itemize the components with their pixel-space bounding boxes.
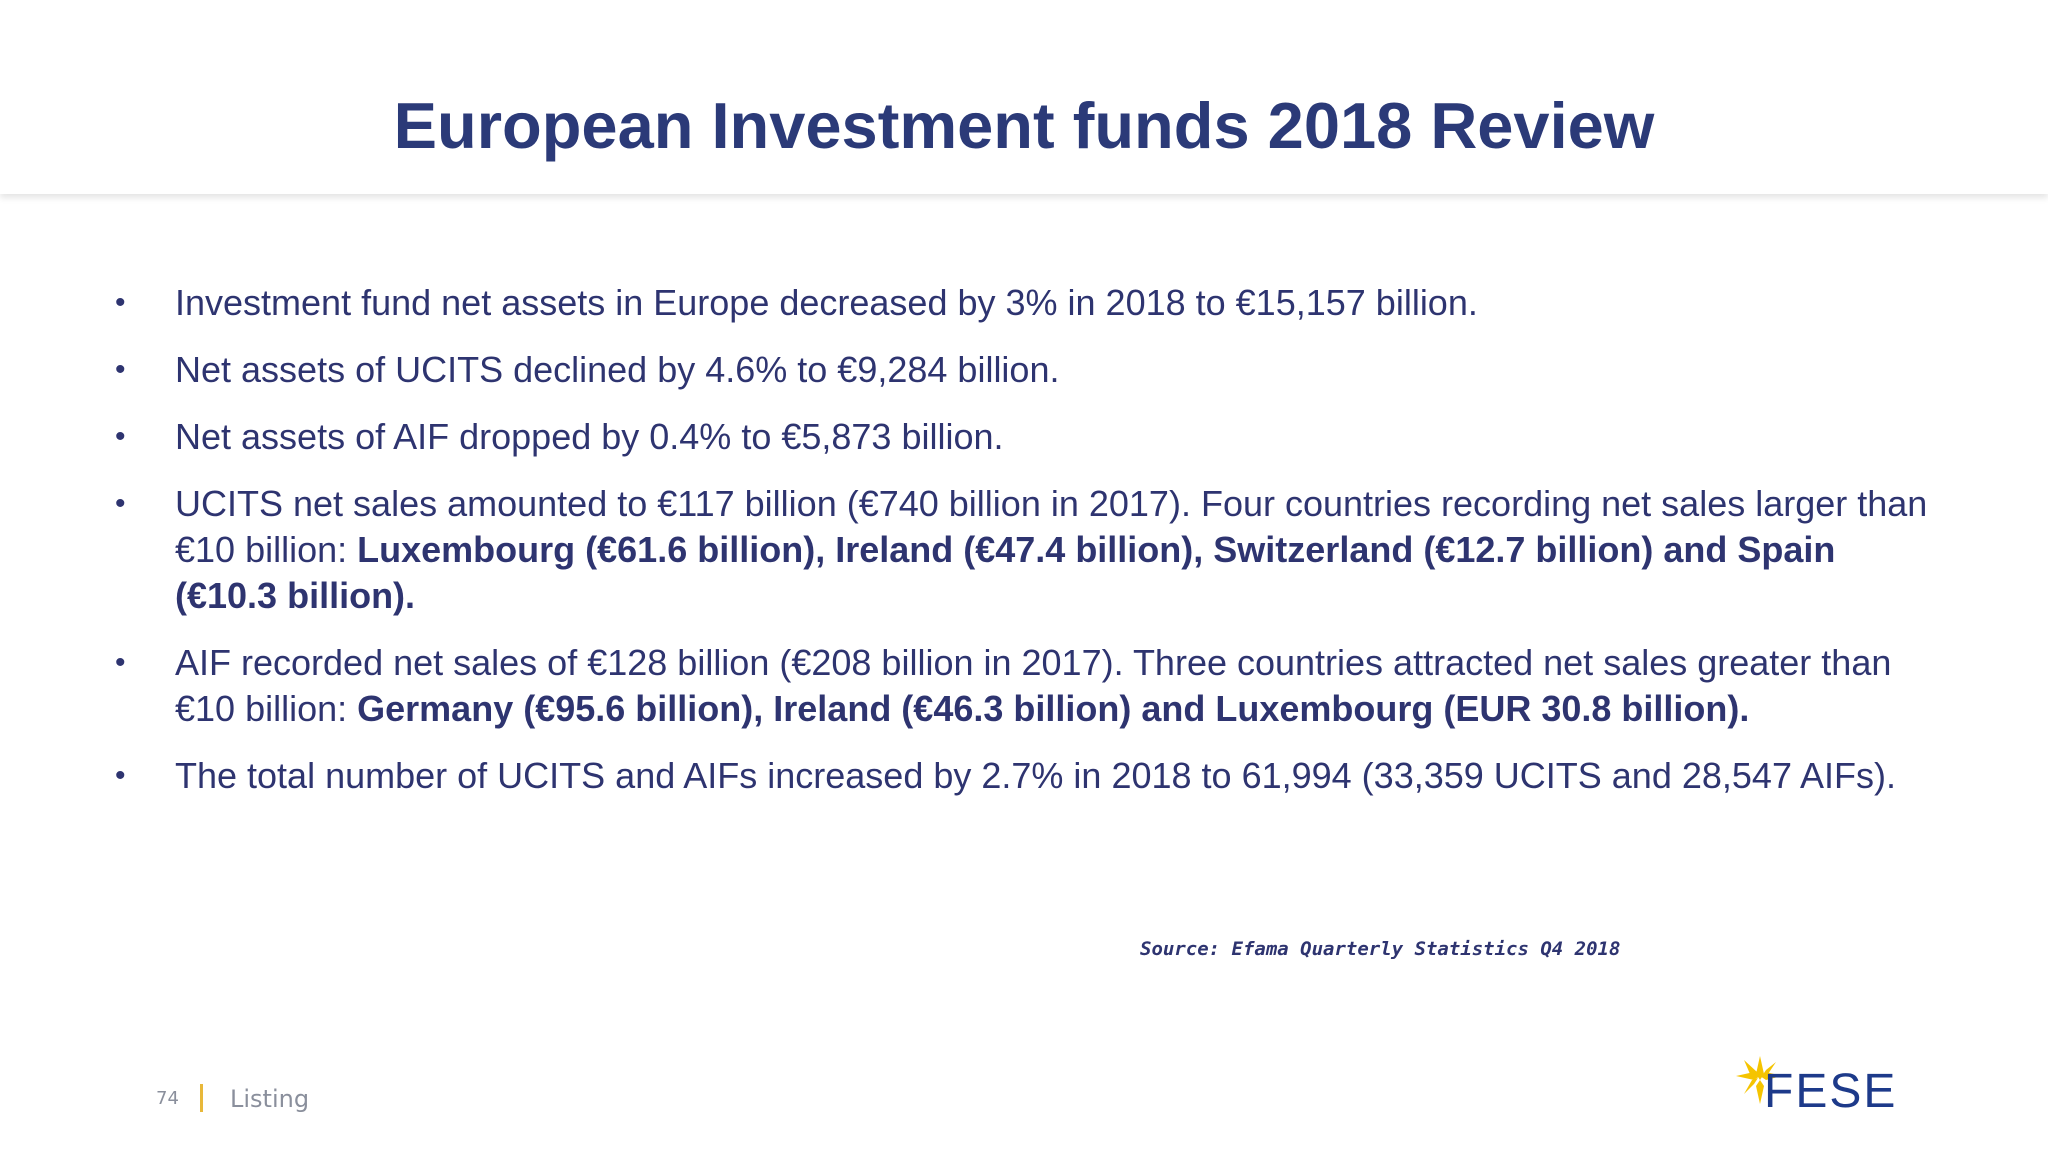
bullet-text-bold: Germany (€95.6 billion), Ireland (€46.3 billion) and Luxembourg (EUR 30.8 billion). bbox=[357, 688, 1750, 729]
bullet-text-bold: Luxembourg (€61.6 billion), Ireland (€47.4 billion), Switzerland (€12.7 billion) and Spain (€10.3 billion). bbox=[175, 529, 1836, 616]
bullet-item bbox=[110, 481, 1930, 619]
page-number: 74 bbox=[156, 1088, 179, 1109]
bullet-dot: • bbox=[115, 487, 126, 520]
bullet-text: UCITS net sales amounted to €117 billion (€740 billion in 2017). Four countries recording net sales larger than €10 billion: bbox=[175, 483, 1928, 570]
bullet-dot: • bbox=[115, 353, 126, 386]
slide-title: European Investment funds 2018 Review bbox=[393, 89, 1655, 162]
bullet-text: Net assets of AIF dropped by 0.4% to €5,873 billion. bbox=[175, 416, 1004, 457]
section-label: Listing bbox=[230, 1085, 310, 1113]
source-note: Source: Efama Quarterly Statistics Q4 2018 bbox=[1140, 938, 1621, 960]
bullet-dot: • bbox=[115, 420, 126, 453]
bullet-dot: • bbox=[115, 286, 126, 319]
bullet-item bbox=[110, 347, 1930, 393]
bullet-item bbox=[110, 280, 1930, 326]
bullet-text: AIF recorded net sales of €128 billion (€208 billion in 2017). Three countries attracted net sales greater than €10 billion: bbox=[175, 642, 1892, 729]
bullet-dot: • bbox=[115, 646, 126, 679]
bullet-item bbox=[110, 753, 1930, 799]
footer-divider bbox=[200, 1084, 203, 1112]
bullet-text: Investment fund net assets in Europe decreased by 3% in 2018 to €15,157 billion. bbox=[175, 282, 1478, 323]
bullet-item bbox=[110, 640, 1930, 732]
bullet-text: The total number of UCITS and AIFs increased by 2.7% in 2018 to 61,994 (33,359 UCITS and 28,547 AIFs). bbox=[175, 755, 1896, 796]
bullet-text: Net assets of UCITS declined by 4.6% to €9,284 billion. bbox=[175, 349, 1060, 390]
bullet-dot: • bbox=[115, 759, 126, 792]
bullet-item bbox=[110, 414, 1930, 460]
slide-header bbox=[0, 0, 2048, 194]
logo-text: FESE bbox=[1764, 1065, 1898, 1118]
fese-logo bbox=[1730, 1050, 1910, 1120]
bullet-list bbox=[110, 280, 1930, 820]
